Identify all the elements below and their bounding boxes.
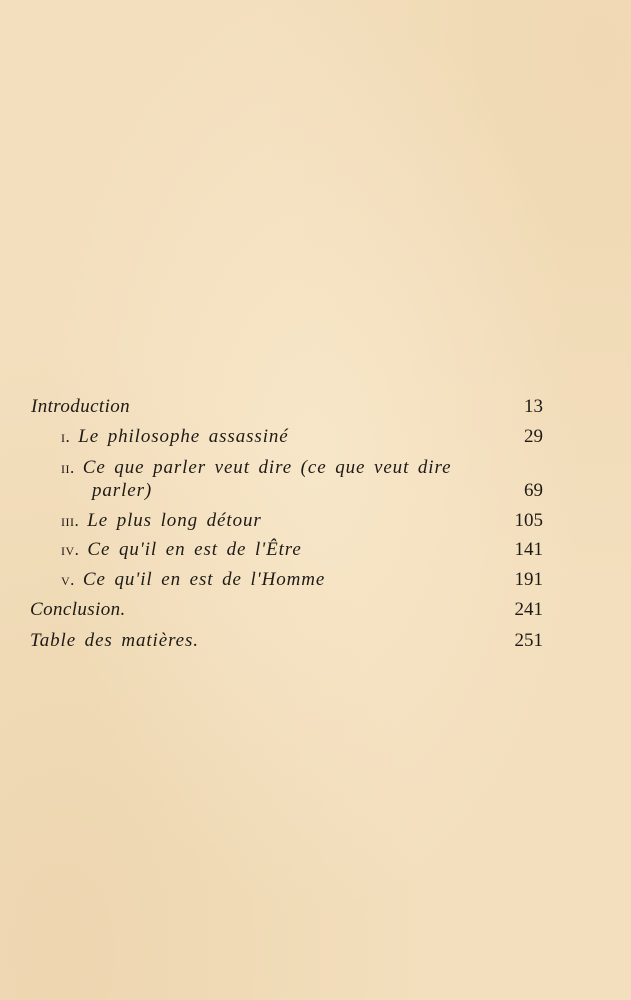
toc-entry-numeral: iv. bbox=[61, 540, 80, 559]
toc-entry-page: 251 bbox=[514, 630, 543, 651]
toc-entry-page: 13 bbox=[524, 396, 543, 417]
toc-entry-title: Ce qu'il en est de l'Être bbox=[87, 539, 302, 560]
toc-entry-title: Introduction bbox=[31, 396, 131, 417]
toc-entry-numeral: ii. bbox=[61, 458, 75, 477]
toc-entry-title: Conclusion. bbox=[30, 599, 126, 620]
toc-entry-title-line bbox=[61, 568, 325, 592]
toc-entry-page: 141 bbox=[514, 539, 543, 560]
toc-entry-numeral: iii. bbox=[61, 511, 80, 530]
toc-entry-title: Ce que parler veut dire (ce que veut dire bbox=[82, 457, 452, 478]
toc-entry-title: Le plus long détour bbox=[87, 510, 262, 531]
toc-entry-title-line bbox=[61, 509, 262, 533]
toc-entry-title: Ce qu'il en est de l'Homme bbox=[82, 569, 326, 590]
toc-entry-numeral: v. bbox=[61, 570, 75, 589]
toc-entry-title-continuation: parler) bbox=[92, 480, 153, 501]
toc-entry-page: 29 bbox=[524, 426, 543, 447]
toc-entry-title: Table des matières. bbox=[30, 630, 199, 651]
toc-entry-page: 191 bbox=[514, 569, 543, 590]
toc-entry-page: 69 bbox=[524, 480, 543, 501]
toc-entry-numeral: i. bbox=[61, 427, 71, 446]
toc-entry-title-line bbox=[61, 538, 302, 562]
toc-entry-title: Le philosophe assassiné bbox=[78, 426, 289, 447]
toc-entry-title-line bbox=[61, 425, 289, 449]
toc-entry-page: 105 bbox=[514, 510, 543, 531]
toc-entry-title-line bbox=[61, 456, 451, 480]
toc-entry-page: 241 bbox=[514, 599, 543, 620]
